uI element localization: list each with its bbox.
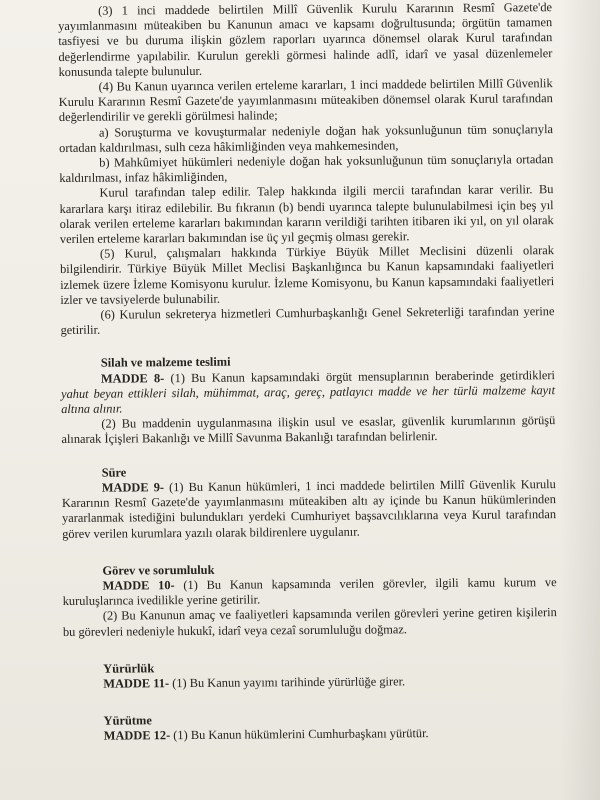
article-8-paragraph-1 (61, 368, 555, 417)
article-11-label: MADDE 11- (103, 676, 170, 691)
document-body (58, 0, 558, 744)
article-11-paragraph-1-text: (1) Bu Kanun yayımı tarihinde yürürlüğe girer. (169, 674, 406, 691)
article-10-label: MADDE 10- (102, 578, 175, 593)
paragraph-7-4-b: b) Mahkûmiyet hükümleri nedeniyle doğan hak yoksunluğunun tüm sonuçlarıyla ortadan kaldırılması, infaz hâkimliğinden, (59, 152, 554, 186)
paragraph-7-4: (4) Bu Kanun uyarınca verilen erteleme kararları, 1 inci maddede belirtilen Millî Güvenlik Kurulu Kararının Resmî Gazete'de yayımlanmasını müteakiben dönemsel olarak Kurul tarafından değerlendirilir ve gerekli görülmesi halinde; (58, 76, 553, 125)
paragraph-7-5: (5) Kurul, çalışmaları hakkında Türkiye Büyük Millet Meclisini düzenli olarak bilgilendirir. Türkiye Büyük Millet Meclisi Başkanlığınca bu Kanun kapsamındaki faaliyetleri izlemek üzere İzleme Komisyonu kurulur. İzleme Komisyonu, bu Kanun kapsamındaki faaliyetleri izler ve tavsiyelerde bulunabilir. (60, 243, 555, 307)
article-8-paragraph-2: (2) Bu maddenin uygulanmasına ilişkin usul ve esaslar, güvenlik kurumlarının görüşü alınarak İçişleri Bakanlığı ve Millî Savunma Bakanlığı tarafından belirlenir. (61, 413, 556, 447)
article-8-paragraph-1-italic-text: yahut beyan ettikleri silah, mühimmat, araç, gereç, patlayıcı madde ve her türlü malzeme kayıt altına alınır. (61, 382, 556, 417)
article-10-heading: Görev ve sorumluluk (102, 562, 215, 578)
article-11-heading: Yürürlük (103, 660, 155, 676)
article-12-heading: Yürütme (103, 713, 152, 728)
article-12-paragraph-1-text: (1) Bu Kanun hükümlerini Cumhurbaşkanı yürütür. (170, 726, 429, 743)
paragraph-7-3: (3) 1 inci maddede belirtilen Millî Güvenlik Kurulu Kararının Resmî Gazete'de yayımlanmasını müteakiben bu Kanunun amacı ve kapsamı doğrultusunda; örgütün tamamen tasfiyesi ve bu duruma ilişkin gözlem raporları uyarınca dönemsel olarak Kurul tarafından değerlendirme yapılabilir. Kurulun gerekli görmesi halinde adlî, idarî ve yasal düzenlemeler konusunda talepte bulunulur. (58, 0, 553, 79)
article-10-paragraph-1-text: (1) Bu Kanun kapsamında verilen görevler, ilgili kamu kurum ve kuruluşlarınca ivedilikle yerine getirilir. (62, 575, 557, 609)
article-9-label: MADDE 9- (101, 480, 165, 495)
article-9-heading: Süre (101, 465, 127, 480)
paragraph-7-6: (6) Kurulun sekreterya hizmetleri Cumhurbaşkanlığı Genel Sekreterliği tarafından yerine getirilir. (60, 304, 555, 338)
article-10-paragraph-1 (63, 575, 557, 609)
article-8-heading: Silah ve malzeme teslimi (100, 355, 231, 371)
paragraph-7-4-a: a) Soruşturma ve kovuşturmalar nedeniyle doğan hak yoksunluğunun tüm sonuçlarıyla ortadan kaldırılması, sulh ceza hâkimliğinden veya mahkemesinden, (59, 121, 554, 155)
article-12-label: MADDE 12- (103, 728, 171, 743)
article-8-label: MADDE 8- (100, 370, 165, 386)
page-edge-shadow (560, 0, 600, 800)
article-9-paragraph-1 (62, 477, 556, 542)
paragraph-7-4-closing: Kurul tarafından talep edilir. Talep hakkında ilgili mercii tarafından karar verilir. Bu kararlara karşı itiraz edilebilir. Bu fıkranın (b) bendi uyarınca talepte bulunulabilmesi için beş yıl olarak verilen erteleme kararları bakımından kararın verildiği tarihten itibaren iki yıl, on yıl olarak verilen erteleme kararları bakımından ise üç yıl geçmiş olması gerekir. (59, 182, 554, 247)
article-8-paragraph-1-text: (1) Bu Kanun kapsamındaki örgüt mensuplarının beraberinde getirdikleri (164, 367, 555, 385)
article-10-paragraph-2: (2) Bu Kanunun amaç ve faaliyetleri kapsamında verilen görevleri yerine getiren kişilerin bu görevleri nedeniyle hukukî, idarî veya cezaî sorumluluğu doğmaz. (62, 605, 557, 639)
article-9-paragraph-1-text: (1) Bu Kanun hükümleri, 1 inci maddede belirtilen Millî Güvenlik Kurulu Kararının Resmî Gazete'de yayımlanmasını müteakiben altı ay içinde bu Kanun hükümlerinden yararlanmak istediğini bulundukları yerdeki Cumhuriyet başsavcılıklarına veya Kurul tarafından görev verilen kurumlara yazılı olarak bildirenlere uygulanır. (61, 476, 557, 541)
article-12-paragraph-1 (64, 725, 558, 744)
